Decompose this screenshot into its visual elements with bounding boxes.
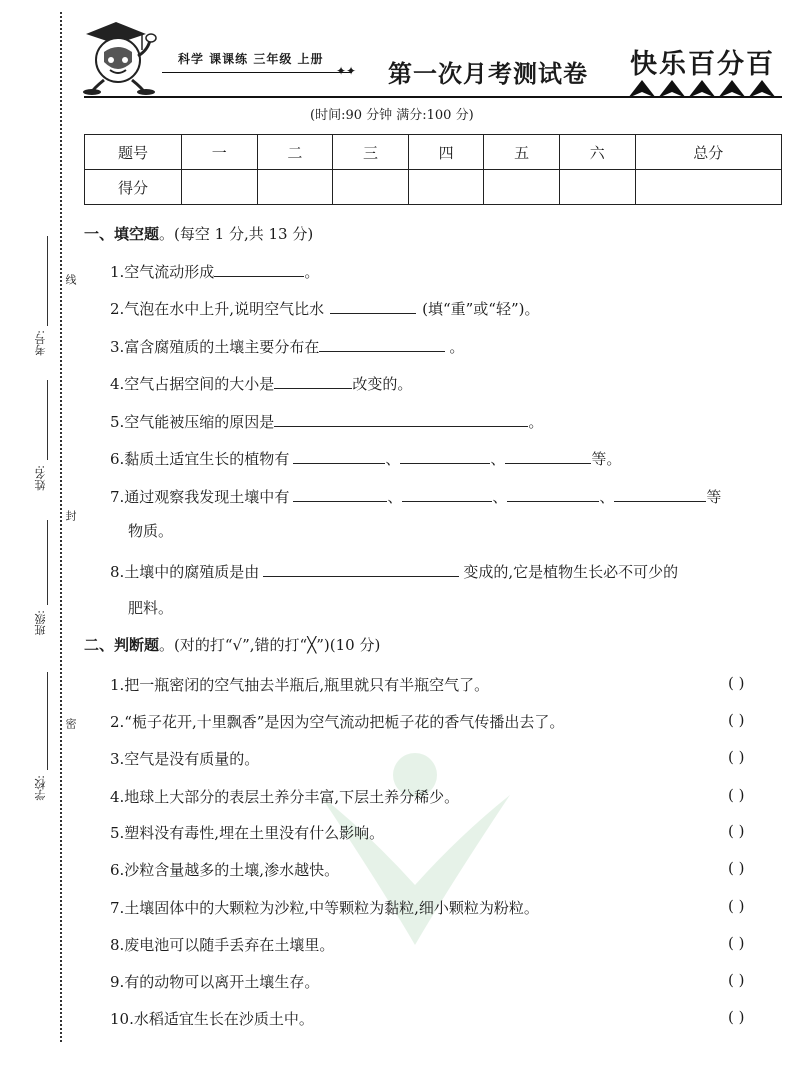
answer-paren[interactable]: ( ) xyxy=(728,971,745,989)
answer-paren[interactable]: ( ) xyxy=(728,711,745,729)
question-text: 、 xyxy=(490,450,506,468)
school-label: 学校: xyxy=(34,775,47,801)
judge-question: 10.水稻适宜生长在沙质土中。 xyxy=(110,1010,314,1028)
fill-question-7 xyxy=(110,486,721,507)
exam-number-field[interactable] xyxy=(47,236,48,326)
binding-dotted-line xyxy=(60,12,62,1042)
question-text: 等 xyxy=(706,488,722,506)
answer-paren[interactable]: ( ) xyxy=(728,934,745,952)
answer-blank[interactable] xyxy=(293,487,387,502)
question-text: 、 xyxy=(599,488,615,506)
fill-question-3 xyxy=(110,336,464,357)
question-text: 、 xyxy=(385,450,401,468)
answer-paren[interactable]: ( ) xyxy=(728,748,745,766)
question-text: 。 xyxy=(528,413,544,431)
answer-paren[interactable]: ( ) xyxy=(728,674,745,692)
cut-mark-mi: 密 xyxy=(64,718,77,729)
answer-paren[interactable]: ( ) xyxy=(728,786,745,804)
score-header-cell: 三 xyxy=(333,135,409,170)
answer-blank[interactable] xyxy=(214,262,304,277)
question-text: 7.通过观察我发现土壤中有 xyxy=(110,488,290,506)
fill-question-8 xyxy=(110,561,678,582)
exam-number-label: 考号: xyxy=(34,330,47,356)
answer-blank[interactable] xyxy=(507,487,599,502)
answer-blank[interactable] xyxy=(402,487,492,502)
answer-blank[interactable] xyxy=(614,487,706,502)
score-table-score-row xyxy=(85,170,782,205)
question-text: 变成的,它是植物生长必不可少的 xyxy=(463,563,679,581)
score-header-cell: 一 xyxy=(182,135,258,170)
section2-note: 。(对的打“√”,错的打“╳”)(10 分) xyxy=(159,636,381,654)
score-cell[interactable] xyxy=(182,170,258,205)
class-label: 班级: xyxy=(34,610,47,636)
question-text: 、 xyxy=(387,488,403,506)
score-header-cell: 题号 xyxy=(85,135,182,170)
fill-question-5 xyxy=(110,411,543,432)
judge-question: 5.塑料没有毒性,埋在土里没有什么影响。 xyxy=(110,824,385,842)
question-text: 3.富含腐殖质的土壤主要分布在 xyxy=(110,338,320,356)
fill-question-1 xyxy=(110,261,319,282)
school-field[interactable] xyxy=(47,672,48,770)
question-text: 2.气泡在水中上升,说明空气比水 xyxy=(110,300,325,318)
judge-question: 2.“栀子花开,十里飘香”是因为空气流动把栀子花的香气传播出去了。 xyxy=(110,713,565,731)
question-text: 。 xyxy=(449,338,465,356)
score-header-cell: 总分 xyxy=(635,135,781,170)
judge-question: 3.空气是没有质量的。 xyxy=(110,750,260,768)
answer-blank[interactable] xyxy=(400,449,490,464)
section2-title: 二、判断题 xyxy=(84,636,160,654)
fill-question-6 xyxy=(110,448,621,469)
brand-logo: 快乐百分百 xyxy=(630,49,775,80)
score-header-cell: 六 xyxy=(559,135,635,170)
cut-mark-xian: 线 xyxy=(64,274,77,285)
judge-question: 9.有的动物可以离开土壤生存。 xyxy=(110,973,320,991)
score-header-cell: 二 xyxy=(257,135,333,170)
answer-blank[interactable] xyxy=(293,449,385,464)
question-text: 6.黏质土适宜生长的植物有 xyxy=(110,450,290,468)
subject-label: 科学 课课练 三年级 上册 xyxy=(178,52,324,66)
answer-blank[interactable] xyxy=(263,562,459,577)
question-text: 4.空气占据空间的大小是 xyxy=(110,375,275,393)
question-text: (填“重”或“轻”)。 xyxy=(422,300,540,318)
question-text: 5.空气能被压缩的原因是 xyxy=(110,413,275,431)
question-text: 。 xyxy=(304,263,320,281)
mascot-graduate-icon xyxy=(78,16,178,96)
answer-paren[interactable]: ( ) xyxy=(728,859,745,877)
header-rule xyxy=(84,96,782,98)
class-field[interactable] xyxy=(47,520,48,605)
exam-title: 第一次月考测试卷 xyxy=(388,59,588,88)
score-cell[interactable] xyxy=(257,170,333,205)
question-text: 1.空气流动形成 xyxy=(110,263,215,281)
judge-question: 7.土壤固体中的大颗粒为沙粒,中等颗粒为黏粒,细小颗粒为粉粒。 xyxy=(110,899,539,917)
arrow-decoration-icon: ✦✦ xyxy=(336,64,357,78)
answer-blank[interactable] xyxy=(319,337,445,352)
section1-title: 一、填空题 xyxy=(84,225,160,243)
score-cell[interactable] xyxy=(408,170,484,205)
question-text: 8.土壤中的腐殖质是由 xyxy=(110,563,260,581)
answer-blank[interactable] xyxy=(274,374,352,389)
score-row-label: 得分 xyxy=(85,170,182,205)
subject-underline xyxy=(162,72,352,73)
section1-heading xyxy=(84,223,313,244)
score-header-cell: 五 xyxy=(484,135,560,170)
section2-heading xyxy=(84,634,380,655)
score-cell[interactable] xyxy=(484,170,560,205)
question-text: 等。 xyxy=(591,450,622,468)
score-cell[interactable] xyxy=(333,170,409,205)
judge-question: 8.废电池可以随手丢弃在土壤里。 xyxy=(110,936,335,954)
judge-question: 1.把一瓶密闭的空气抽去半瓶后,瓶里就只有半瓶空气了。 xyxy=(110,676,490,694)
student-name-label: 姓名: xyxy=(34,465,47,491)
score-cell[interactable] xyxy=(635,170,781,205)
answer-blank[interactable] xyxy=(330,299,416,314)
judge-question: 6.沙粒含量越多的土壤,渗水越快。 xyxy=(110,861,340,879)
question-text: 、 xyxy=(492,488,508,506)
answer-blank[interactable] xyxy=(274,412,528,427)
answer-paren[interactable]: ( ) xyxy=(728,822,745,840)
score-header-cell: 四 xyxy=(408,135,484,170)
fill-question-7-cont: 物质。 xyxy=(128,522,174,540)
score-cell[interactable] xyxy=(559,170,635,205)
fill-question-4 xyxy=(110,373,412,394)
score-table-header-row xyxy=(85,135,782,170)
answer-paren[interactable]: ( ) xyxy=(728,897,745,915)
fill-question-8-cont: 肥料。 xyxy=(128,599,174,617)
cut-mark-feng: 封 xyxy=(64,510,77,521)
question-text: 改变的。 xyxy=(352,375,413,393)
answer-blank[interactable] xyxy=(505,449,591,464)
time-info: (时间:90 分钟 满分:100 分) xyxy=(310,108,474,123)
answer-paren[interactable]: ( ) xyxy=(728,1008,745,1026)
score-table xyxy=(84,134,782,205)
fill-question-2 xyxy=(110,298,539,319)
judge-question: 4.地球上大部分的表层土养分丰富,下层土养分稀少。 xyxy=(110,788,460,806)
section1-note: 。(每空 1 分,共 13 分) xyxy=(159,225,314,243)
student-name-field[interactable] xyxy=(47,380,48,460)
